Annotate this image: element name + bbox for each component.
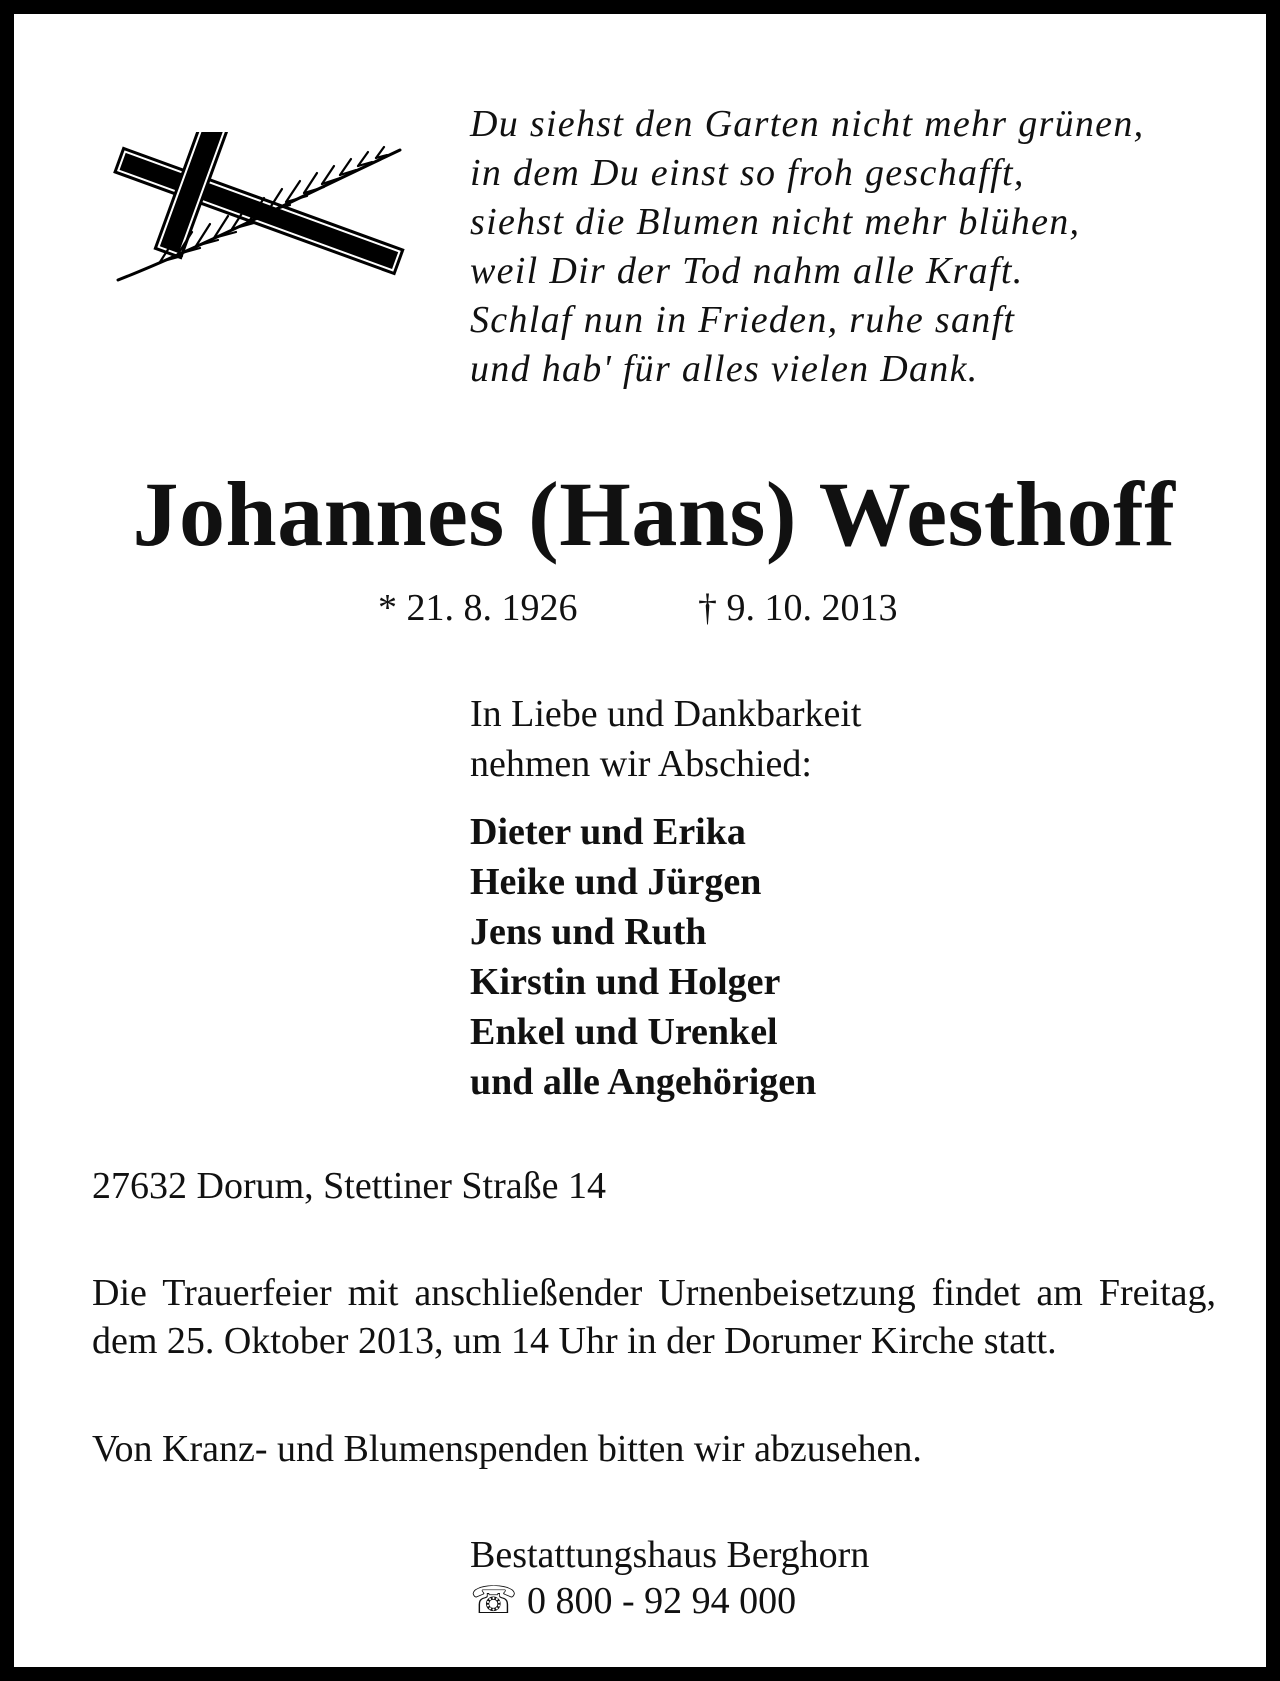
cross-with-palm-branch-icon bbox=[100, 132, 415, 292]
mourner-entry: und alle Angehörigen bbox=[470, 1061, 817, 1103]
funeral-home-name: Bestattungshaus Berghorn bbox=[470, 1534, 870, 1576]
funeral-home-info bbox=[470, 1532, 869, 1624]
death-date: † 9. 10. 2013 bbox=[698, 587, 898, 629]
birth-date: * 21. 8. 1926 bbox=[378, 587, 578, 629]
poem-line: und hab' für alles vielen Dank. bbox=[470, 348, 979, 390]
poem-line: weil Dir der Tod nahm alle Kraft. bbox=[470, 250, 1024, 292]
farewell-line: In Liebe und Dankbarkeit bbox=[470, 693, 862, 735]
poem-line: in dem Du einst so froh geschafft, bbox=[470, 152, 1025, 194]
mourner-entry: Heike und Jürgen bbox=[470, 861, 762, 903]
mourner-entry: Enkel und Urenkel bbox=[470, 1011, 778, 1053]
funeral-home-phone: ☏ 0 800 - 92 94 000 bbox=[470, 1580, 797, 1622]
poem-line: siehst die Blumen nicht mehr blühen, bbox=[470, 201, 1081, 243]
poem-verse bbox=[470, 100, 1230, 394]
deceased-name: Johannes (Hans) Westhoff bbox=[132, 463, 1176, 565]
farewell-line: nehmen wir Abschied: bbox=[470, 743, 812, 785]
mourner-entry: Jens und Ruth bbox=[470, 911, 707, 953]
family-address: 27632 Dorum, Stettiner Straße 14 bbox=[92, 1165, 606, 1207]
farewell-text bbox=[470, 689, 861, 789]
service-notice: Die Trauerfeier mit anschließender Urnenbeisetzung findet am Freitag, dem 25. Oktober 2013, um 14 Uhr in der Dorumer Kirche statt. bbox=[92, 1272, 1216, 1362]
poem-line: Du siehst den Garten nicht mehr grünen, bbox=[470, 103, 1145, 145]
mourners-list bbox=[470, 807, 816, 1107]
mourner-entry: Dieter und Erika bbox=[470, 811, 746, 853]
poem-line: Schlaf nun in Frieden, ruhe sanft bbox=[470, 299, 1016, 341]
flowers-notice: Von Kranz- und Blumenspenden bitten wir abzusehen. bbox=[92, 1428, 922, 1470]
mourner-entry: Kirstin und Holger bbox=[470, 961, 781, 1003]
